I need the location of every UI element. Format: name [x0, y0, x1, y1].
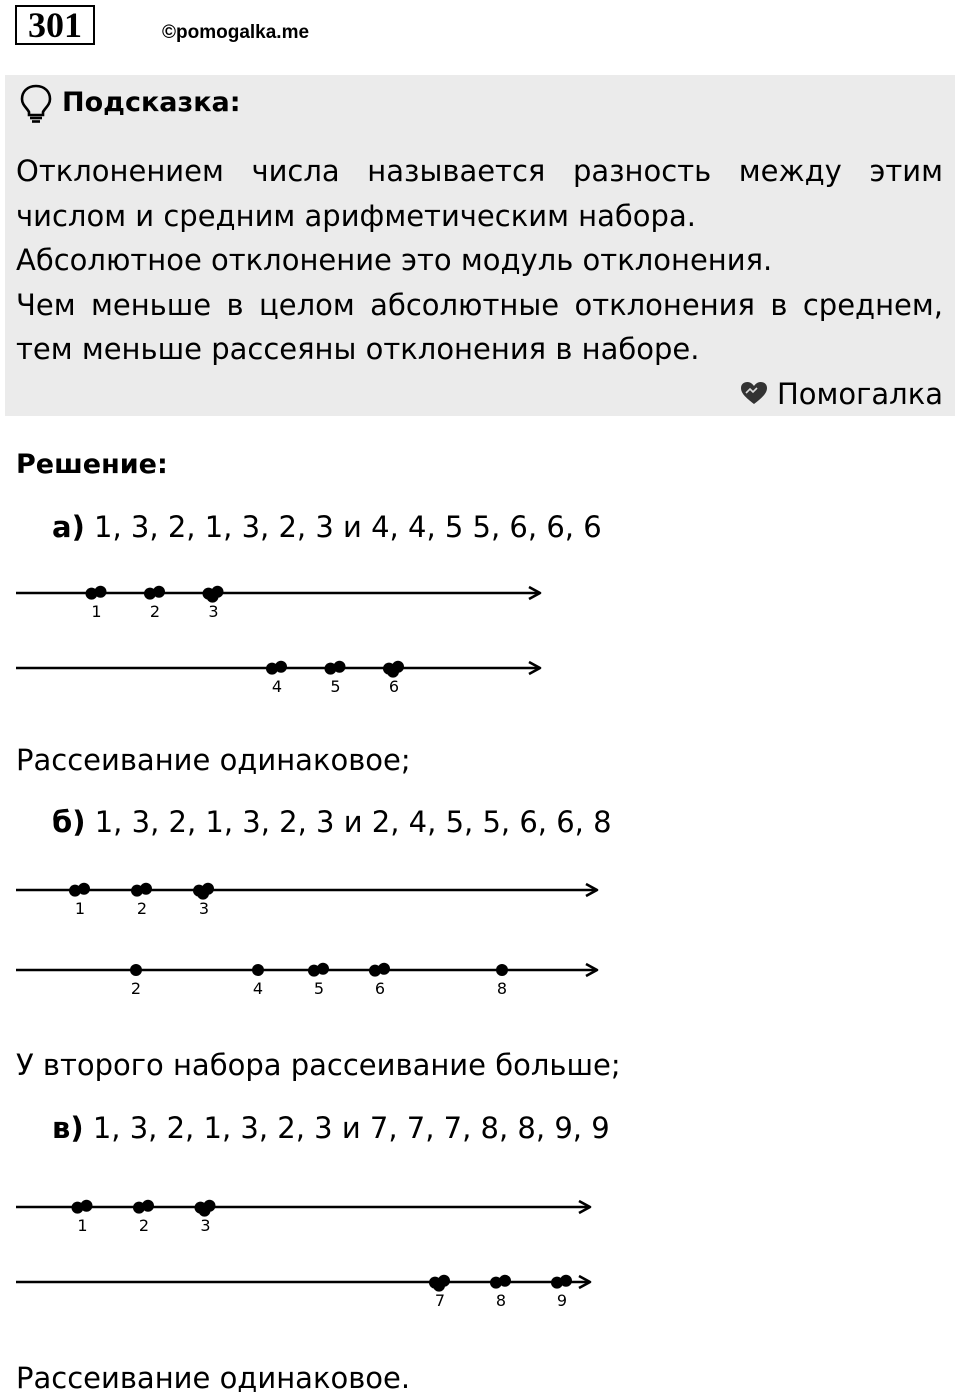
- hint-paragraph: Чем меньше в целом абсолютные отклонения в среднем, тем меньше рассеяны отклонения в наборе.: [16, 287, 943, 366]
- tick-label: 3: [200, 1216, 211, 1235]
- data-point: [207, 591, 219, 603]
- data-point: [560, 1275, 572, 1287]
- data-point: [140, 883, 152, 895]
- data-point: [387, 666, 399, 678]
- tick-label: 5: [313, 979, 325, 998]
- tick-label: 8: [496, 979, 508, 998]
- tick-label: 1: [77, 1216, 88, 1235]
- tick-label: 1: [91, 602, 102, 621]
- tick-label: 3: [198, 899, 210, 918]
- tick-label: 2: [136, 899, 148, 918]
- data-point: [275, 661, 287, 673]
- tick-label: 3: [208, 602, 219, 621]
- hint-paragraph: Абсолютное отклонение это модуль отклонения.: [16, 243, 773, 277]
- part-a-conclusion: Рассеивание одинаковое;: [16, 743, 411, 777]
- data-point: [199, 1205, 211, 1217]
- part-b-conclusion: У второго набора рассеивание больше;: [16, 1048, 621, 1082]
- part-label: а): [52, 510, 85, 544]
- task-number: 301: [15, 5, 95, 45]
- data-point: [252, 964, 264, 976]
- data-point: [130, 964, 142, 976]
- data-point: [153, 586, 165, 598]
- part-label: б): [52, 805, 86, 839]
- data-point: [78, 883, 90, 895]
- solution-title: Решение:: [16, 449, 168, 480]
- tick-label: 2: [149, 602, 161, 621]
- tick-label: 1: [74, 899, 86, 918]
- part-sets-text: 1, 3, 2, 1, 3, 2, 3 и 2, 4, 5, 5, 6, 6, 8: [94, 805, 612, 839]
- data-point: [433, 1280, 445, 1292]
- tick-label: 4: [252, 979, 264, 998]
- data-point: [142, 1200, 154, 1212]
- tick-label: 9: [556, 1291, 568, 1310]
- tick-label: 6: [374, 979, 386, 998]
- data-point: [95, 586, 107, 598]
- data-point: [378, 963, 390, 975]
- data-point: [317, 963, 329, 975]
- tick-label: 5: [330, 677, 341, 696]
- part-sets-text: 1, 3, 2, 1, 3, 2, 3 и 7, 7, 7, 8, 8, 9, 9: [92, 1111, 610, 1145]
- part-label: в): [52, 1111, 84, 1145]
- tick-label: 4: [271, 677, 283, 696]
- site-credit: ©pomogalka.me: [162, 22, 310, 43]
- data-point: [197, 888, 209, 900]
- tick-label: 8: [495, 1291, 507, 1310]
- data-point: [499, 1275, 511, 1287]
- part-c-conclusion: Рассеивание одинаковое.: [16, 1361, 411, 1395]
- data-point: [81, 1200, 93, 1212]
- data-point: [496, 964, 508, 976]
- data-point: [334, 661, 346, 673]
- tick-label: 6: [388, 677, 400, 696]
- hint-author-name: Помогалка: [777, 377, 943, 411]
- hint-paragraph: Отклонением числа называется разность между этим числом и средним арифметическим набора.: [16, 154, 943, 233]
- tick-label: 2: [130, 979, 142, 998]
- part-sets-text: 1, 3, 2, 1, 3, 2, 3 и 4, 4, 5 5, 6, 6, 6: [94, 510, 602, 544]
- hint-title: Подсказка:: [62, 87, 241, 118]
- tick-label: 7: [434, 1291, 446, 1310]
- tick-label: 2: [138, 1216, 150, 1235]
